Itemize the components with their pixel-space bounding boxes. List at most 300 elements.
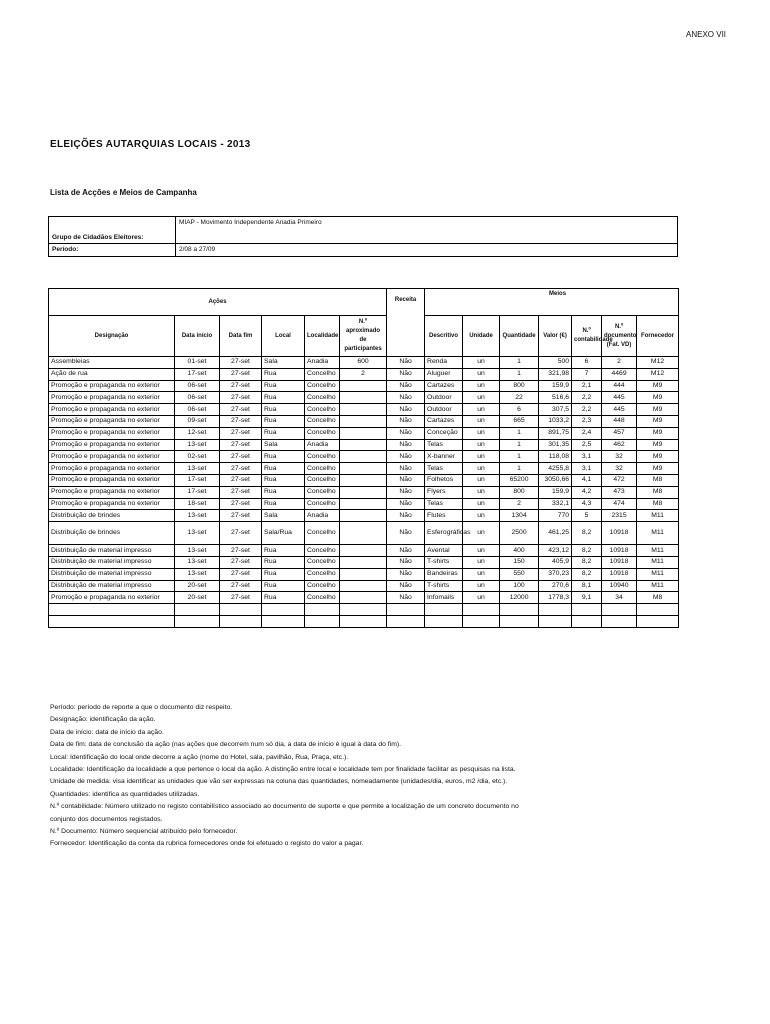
cell-n-documento: 32 [602,451,637,463]
cell-unidade: un [463,556,500,568]
cell-data-inicio: 02-set [175,451,220,463]
cell-designacao: Promoção e propaganda no exterior [49,451,175,463]
cell-n-documento [602,604,637,616]
cell-quantidade: 2500 [500,522,539,545]
cell-participantes [340,592,387,604]
cell-participantes [340,510,387,522]
cell-valor: 3050,66 [539,474,572,486]
cell-receita: Não [387,392,425,404]
cell-unidade: un [463,510,500,522]
cell-descritivo: Telas [425,439,463,451]
cell-n-documento: 462 [602,439,637,451]
footnote-line: Data de fim: data de conclusão da ação (nas ações que decorrem num só dia, a data de início é igual à data do fim). [50,741,402,749]
cell-descritivo: Avental [425,545,463,557]
cell-localidade: Concelho [305,556,340,568]
cell-local: Rua [262,545,305,557]
footnote-line: N.º contabilidade: Número utilizado no registo contabilístico associado ao documento de suporte e que permite a localização de um concreto documento no [50,803,519,811]
period-row [48,244,678,257]
cell-descritivo: Outdoor [425,404,463,416]
cell-receita [387,615,425,627]
cell-data-fim: 27-set [220,380,262,392]
cell-fornecedor: M9 [637,415,679,427]
cell-participantes [340,615,387,627]
group-value: MIAP - Movimento Independente Anadia Primeiro [179,219,322,226]
cell-designacao: Assembleias [49,357,175,369]
cell-data-fim: 27-set [220,510,262,522]
cell-data-inicio: 06-set [175,404,220,416]
cell-descritivo: Aluguer [425,368,463,380]
cell-data-fim: 27-set [220,415,262,427]
cell-participantes [340,498,387,510]
cell-n-documento: 32 [602,463,637,475]
col-quantidade: Quantidade [500,316,539,357]
footnotes [50,702,670,851]
cell-participantes [340,404,387,416]
cell-fornecedor: M11 [637,522,679,545]
cell-data-inicio: 06-set [175,392,220,404]
footnote-line: Designação: identificação da ação. [50,716,156,724]
cell-descritivo: Telas [425,498,463,510]
cell-data-fim: 27-set [220,592,262,604]
cell-unidade: un [463,427,500,439]
col-valor: Valor (€) [539,316,572,357]
cell-local: Rua [262,463,305,475]
cell-data-fim [220,604,262,616]
cell-designacao: Distribuição de material impresso [49,580,175,592]
cell-n-contabilidade: 2,2 [572,404,602,416]
cell-valor: 500 [539,357,572,369]
cell-localidade [305,604,340,616]
cell-data-inicio: 13-set [175,439,220,451]
cell-unidade: un [463,357,500,369]
cell-n-contabilidade: 8,2 [572,568,602,580]
cell-data-fim: 27-set [220,486,262,498]
cell-n-contabilidade: 8,2 [572,556,602,568]
cell-local: Rua [262,368,305,380]
cell-data-fim: 27-set [220,427,262,439]
cell-participantes [340,556,387,568]
cell-participantes [340,580,387,592]
cell-localidade [305,615,340,627]
cell-receita [387,604,425,616]
cell-receita: Não [387,545,425,557]
cell-receita: Não [387,592,425,604]
cell-unidade: un [463,392,500,404]
cell-fornecedor: M8 [637,486,679,498]
cell-n-documento: 2 [602,357,637,369]
cell-designacao: Promoção e propaganda no exterior [49,463,175,475]
cell-quantidade: 22 [500,392,539,404]
cell-unidade: un [463,415,500,427]
period-value: 2/08 a 27/09 [179,246,216,253]
cell-n-contabilidade: 3,1 [572,451,602,463]
cell-receita: Não [387,580,425,592]
cell-valor: 307,5 [539,404,572,416]
cell-quantidade: 1 [500,451,539,463]
cell-data-inicio: 20-set [175,592,220,604]
cell-data-fim: 27-set [220,357,262,369]
cell-n-documento: 10918 [602,568,637,580]
cell-descritivo: Esferográficas [425,522,463,545]
table-row [49,580,679,592]
col-n-documento: N.º documento (Fat. VD) [602,316,637,357]
table-row [49,368,679,380]
col-receita: Receita [387,289,425,357]
cell-localidade: Anadia [305,510,340,522]
cell-unidade [463,604,500,616]
cell-data-inicio: 13-set [175,510,220,522]
cell-designacao [49,615,175,627]
cell-receita: Não [387,556,425,568]
cell-descritivo: Flutes [425,510,463,522]
table-row [49,463,679,475]
cell-data-fim: 27-set [220,404,262,416]
cell-data-inicio: 18-set [175,498,220,510]
cell-fornecedor: M9 [637,380,679,392]
cell-unidade: un [463,580,500,592]
cell-localidade: Concelho [305,580,340,592]
table-row [49,556,679,568]
cell-quantidade: 400 [500,545,539,557]
table-row [49,451,679,463]
cell-n-documento: 2315 [602,510,637,522]
cell-local: Sala [262,357,305,369]
cell-n-contabilidade: 2,3 [572,415,602,427]
cell-fornecedor: M12 [637,357,679,369]
col-data-fim: Data fim [220,316,262,357]
cell-receita: Não [387,439,425,451]
cell-data-fim: 27-set [220,451,262,463]
cell-n-documento: 10918 [602,545,637,557]
cell-quantidade: 1304 [500,510,539,522]
cell-designacao: Promoção e propaganda no exterior [49,439,175,451]
cell-valor: 891,75 [539,427,572,439]
cell-n-documento: 34 [602,592,637,604]
cell-receita: Não [387,486,425,498]
cell-designacao: Distribuição de material impresso [49,556,175,568]
cell-quantidade: 800 [500,380,539,392]
cell-data-inicio: 13-set [175,463,220,475]
table-row [49,615,679,627]
col-designacao: Designação [49,316,175,357]
cell-fornecedor: M9 [637,404,679,416]
cell-n-documento: 4469 [602,368,637,380]
cell-fornecedor: M9 [637,451,679,463]
cell-local: Rua [262,474,305,486]
cell-data-inicio: 13-set [175,556,220,568]
cell-descritivo: Infomails [425,592,463,604]
col-local: Local [262,316,305,357]
cell-n-contabilidade: 6 [572,357,602,369]
cell-n-documento: 10918 [602,522,637,545]
cell-data-fim: 27-set [220,522,262,545]
col-participantes: N.º aproximado de participantes [340,316,387,357]
cell-receita: Não [387,510,425,522]
cell-data-inicio: 17-set [175,486,220,498]
cell-quantidade: 2 [500,498,539,510]
cell-participantes: 600 [340,357,387,369]
col-descritivo: Descritivo [425,316,463,357]
table-row [49,592,679,604]
cell-data-inicio: 13-set [175,522,220,545]
cell-fornecedor: M11 [637,545,679,557]
cell-n-contabilidade: 2,4 [572,427,602,439]
cell-descritivo: T-shirts [425,556,463,568]
actions-table [48,288,679,628]
cell-localidade: Concelho [305,592,340,604]
cell-local: Rua [262,380,305,392]
cell-unidade: un [463,592,500,604]
acoes-group-header: Ações [49,289,387,316]
cell-quantidade: 1 [500,427,539,439]
cell-receita: Não [387,357,425,369]
cell-unidade: un [463,463,500,475]
cell-n-documento: 10940 [602,580,637,592]
cell-data-inicio [175,604,220,616]
cell-unidade: un [463,568,500,580]
cell-participantes [340,568,387,580]
cell-participantes [340,474,387,486]
cell-quantidade: 100 [500,580,539,592]
cell-local [262,604,305,616]
table-row [49,415,679,427]
group-row [48,216,678,244]
cell-designacao: Promoção e propaganda no exterior [49,474,175,486]
cell-quantidade: 1 [500,357,539,369]
cell-valor: 370,23 [539,568,572,580]
cell-data-fim: 27-set [220,545,262,557]
cell-unidade: un [463,451,500,463]
footnote-line: Data de início: data de início da ação. [50,728,164,736]
col-localidade: Localidade [305,316,340,357]
cell-receita: Não [387,498,425,510]
cell-valor: 405,9 [539,556,572,568]
cell-quantidade: 65200 [500,474,539,486]
cell-descritivo: Folhetos [425,474,463,486]
cell-data-inicio: 06-set [175,380,220,392]
cell-valor: 332,1 [539,498,572,510]
cell-participantes [340,522,387,545]
cell-localidade: Concelho [305,486,340,498]
cell-quantidade: 550 [500,568,539,580]
cell-localidade: Concelho [305,545,340,557]
cell-valor: 270,6 [539,580,572,592]
cell-designacao: Promoção e propaganda no exterior [49,392,175,404]
cell-n-contabilidade: 5 [572,510,602,522]
cell-quantidade: 6 [500,404,539,416]
cell-fornecedor: M11 [637,580,679,592]
cell-designacao: Promoção e propaganda no exterior [49,427,175,439]
cell-localidade: Concelho [305,568,340,580]
cell-participantes [340,604,387,616]
cell-n-contabilidade: 4,3 [572,498,602,510]
cell-fornecedor: M9 [637,392,679,404]
cell-descritivo: Renda [425,357,463,369]
cell-quantidade: 1 [500,368,539,380]
cell-receita: Não [387,427,425,439]
cell-n-contabilidade: 7 [572,368,602,380]
cell-valor: 4255,8 [539,463,572,475]
col-fornecedor: Fornecedor [637,316,679,357]
cell-quantidade: 1 [500,463,539,475]
cell-valor: 516,6 [539,392,572,404]
cell-fornecedor: M11 [637,568,679,580]
cell-designacao: Promoção e propaganda no exterior [49,498,175,510]
footnote-line: N.º Documento: Número sequencial atribuído pelo fornecedor. [50,828,238,836]
cell-data-inicio: 09-set [175,415,220,427]
cell-n-documento [602,615,637,627]
cell-receita: Não [387,368,425,380]
table-row [49,486,679,498]
cell-data-inicio: 01-set [175,357,220,369]
cell-unidade [463,615,500,627]
cell-quantidade [500,615,539,627]
cell-fornecedor: M9 [637,439,679,451]
cell-localidade: Concelho [305,415,340,427]
cell-unidade: un [463,439,500,451]
cell-unidade: un [463,498,500,510]
table-row [49,474,679,486]
cell-localidade: Concelho [305,522,340,545]
cell-valor: 301,35 [539,439,572,451]
cell-localidade: Anadia [305,439,340,451]
cell-n-contabilidade [572,604,602,616]
footnote-line: Período: período de reporte a que o documento diz respeito. [50,704,233,711]
cell-localidade: Concelho [305,392,340,404]
footnote-line: Unidade de medida: visa identificar as unidades que vão ser expressas na coluna das quantidades, nomeadamente (unidades/dia, euros, m2 /dia, etc.). [50,778,508,786]
table-row [49,392,679,404]
cell-receita: Não [387,522,425,545]
cell-data-inicio: 13-set [175,568,220,580]
cell-designacao: Promoção e propaganda no exterior [49,380,175,392]
cell-unidade: un [463,368,500,380]
cell-fornecedor [637,604,679,616]
cell-participantes: 2 [340,368,387,380]
cell-unidade: un [463,545,500,557]
cell-local: Rua [262,392,305,404]
cell-participantes [340,545,387,557]
cell-n-documento: 10918 [602,556,637,568]
cell-descritivo: Conceção [425,427,463,439]
cell-data-inicio: 20-set [175,580,220,592]
cell-data-fim: 27-set [220,392,262,404]
cell-data-inicio: 13-set [175,545,220,557]
table-row [49,604,679,616]
cell-local: Sala [262,439,305,451]
footnote-line: Local: Identificação do local onde decorre a ação (nome do Hotel, sala, pavilhão, Rua, Praça, etc.). [50,753,349,761]
cell-quantidade: 12000 [500,592,539,604]
annex-label: ANEXO VII [686,30,727,39]
cell-data-fim: 27-set [220,498,262,510]
cell-descritivo: T-shirts [425,580,463,592]
cell-n-contabilidade: 2,1 [572,380,602,392]
cell-quantidade [500,604,539,616]
cell-n-documento: 457 [602,427,637,439]
cell-receita: Não [387,380,425,392]
footnote-line: Fornecedor: Identificação da conta da rubrica fornecedores onde foi efetuado o registo do valor a pagar. [50,840,364,848]
cell-n-documento: 448 [602,415,637,427]
cell-quantidade: 150 [500,556,539,568]
cell-designacao: Promoção e propaganda no exterior [49,592,175,604]
cell-data-fim: 27-set [220,474,262,486]
col-unidade: Unidade [463,316,500,357]
cell-n-documento: 473 [602,486,637,498]
cell-data-inicio: 17-set [175,368,220,380]
cell-valor [539,604,572,616]
table-row [49,545,679,557]
cell-fornecedor: M8 [637,592,679,604]
cell-unidade: un [463,404,500,416]
cell-localidade: Concelho [305,498,340,510]
cell-receita: Não [387,415,425,427]
cell-fornecedor: M9 [637,463,679,475]
cell-data-fim: 27-set [220,368,262,380]
table-row [49,510,679,522]
cell-descritivo: X-banner [425,451,463,463]
cell-designacao: Distribuição de brindes [49,522,175,545]
cell-fornecedor: M8 [637,474,679,486]
footnote-line: conjunto dos documentos registados. [50,815,163,823]
cell-fornecedor: M11 [637,510,679,522]
cell-descritivo: Flyers [425,486,463,498]
cell-valor: 1033,2 [539,415,572,427]
cell-local: Sala [262,510,305,522]
cell-descritivo: Cartazes [425,415,463,427]
table-row [49,404,679,416]
cell-designacao: Ação de rua [49,368,175,380]
cell-localidade: Concelho [305,451,340,463]
cell-fornecedor: M12 [637,368,679,380]
cell-n-documento: 472 [602,474,637,486]
col-n-contabilidade: N.º contabilidade [572,316,602,357]
table-row [49,357,679,369]
cell-data-fim: 27-set [220,439,262,451]
cell-descritivo [425,615,463,627]
cell-valor: 159,9 [539,380,572,392]
cell-participantes [340,380,387,392]
cell-localidade: Concelho [305,368,340,380]
cell-quantidade: 1 [500,439,539,451]
cell-local: Rua [262,568,305,580]
cell-descritivo [425,604,463,616]
document-subtitle: Lista de Acções e Meios de Campanha [50,188,197,197]
cell-local: Rua [262,556,305,568]
table-row [49,380,679,392]
cell-fornecedor: M11 [637,556,679,568]
cell-descritivo: Telas [425,463,463,475]
table-row [49,427,679,439]
cell-localidade: Anadia [305,357,340,369]
cell-local [262,615,305,627]
cell-valor: 159,9 [539,486,572,498]
cell-unidade: un [463,474,500,486]
cell-designacao [49,604,175,616]
cell-n-contabilidade: 2,2 [572,392,602,404]
cell-local: Rua [262,486,305,498]
cell-descritivo: Outdoor [425,392,463,404]
cell-local: Rua [262,592,305,604]
cell-local: Rua [262,415,305,427]
cell-data-fim: 27-set [220,580,262,592]
cell-receita: Não [387,451,425,463]
cell-data-fim: 27-set [220,568,262,580]
cell-valor: 770 [539,510,572,522]
cell-receita: Não [387,568,425,580]
cell-receita: Não [387,404,425,416]
cell-receita: Não [387,474,425,486]
cell-fornecedor: M8 [637,498,679,510]
cell-n-contabilidade: 4,1 [572,474,602,486]
